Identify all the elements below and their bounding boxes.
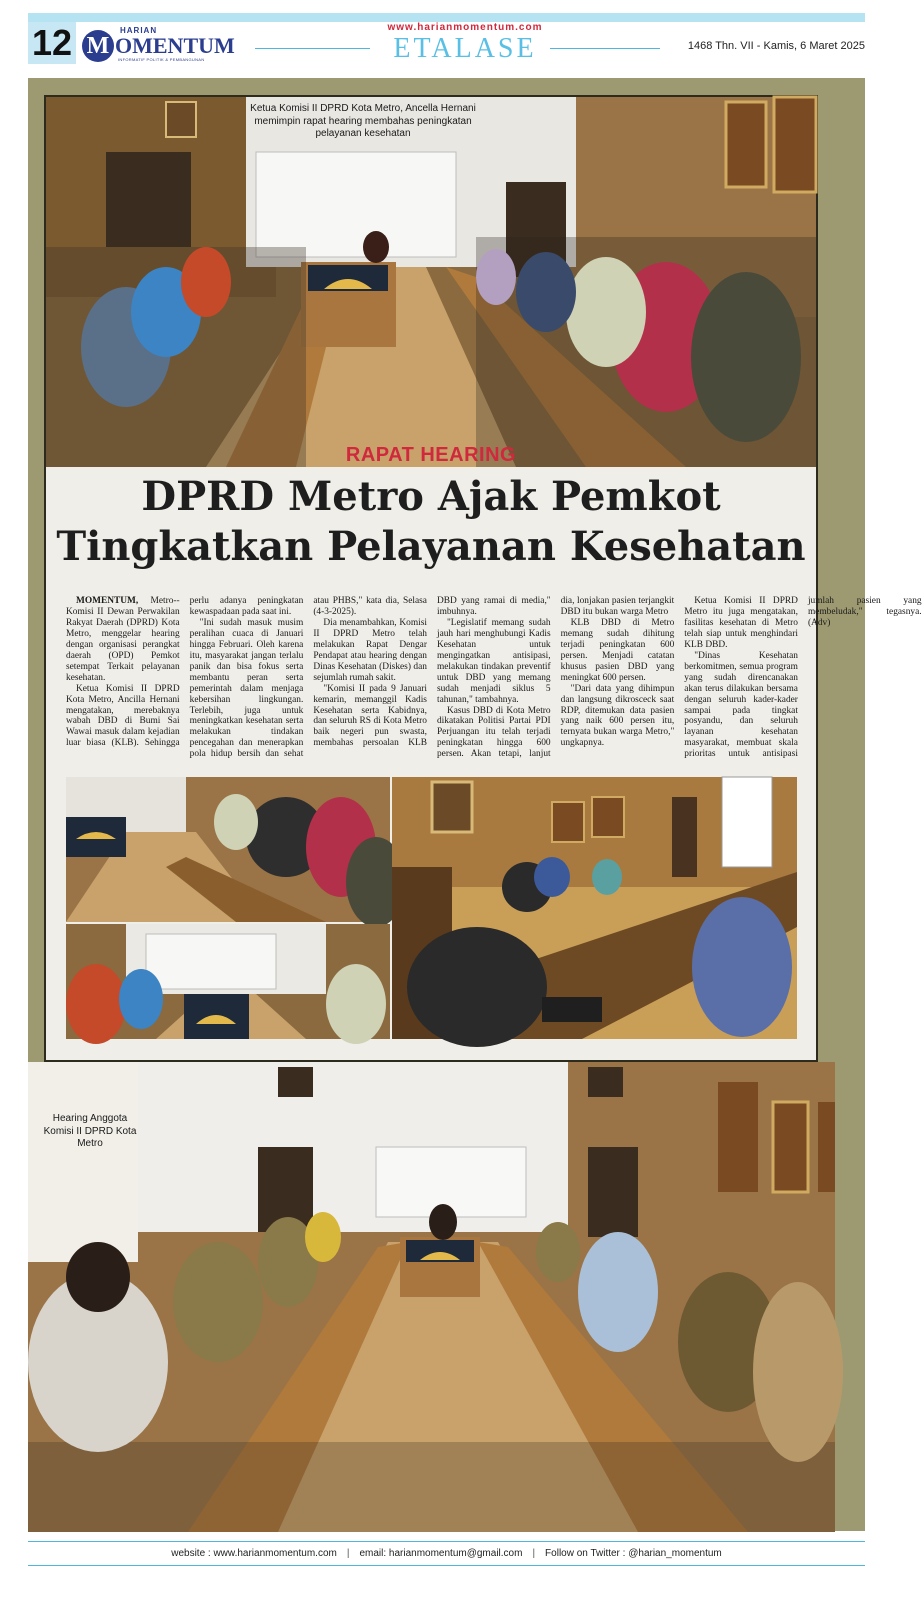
collage-photo-3 <box>392 777 797 1039</box>
paragraph: Ketua Komisi II DPRD Kota Metro, Ancilla Hernani mengatakan, merebaknya wabah DBD di Bumi Sai Wawai masuk dalam kejadian luar biasa (KLB). Sehingga perlu adanya peningkatan kewaspadaan pada saat ini. <box>66 596 304 749</box>
logo-slogan: INFORMATIF POLITIK & PEMBANGUNAN <box>118 57 205 62</box>
headline-line-1: DPRD Metro Ajak Pemkot <box>141 473 721 520</box>
collage-photo-2 <box>66 924 390 1039</box>
site-url[interactable]: www.harianmomentum.com <box>387 22 543 33</box>
section-title: ETALASE <box>393 33 537 64</box>
headline-line-2: Tingkatkan Pelayanan Kesehatan <box>56 523 806 570</box>
page-number: 12 <box>28 22 76 64</box>
footer-rule-bottom <box>28 1565 865 1566</box>
paragraph-text: Metro--Komisi II Dewan Perwakilan Rakyat Daerah (DPRD) Kota Metro, menggelar hearing dengan organisasi perangkat daerah (OPD) Pemkot setempat Terkait pelayanan kesehatan. <box>66 596 180 683</box>
footer-website[interactable]: website : www.harianmomentum.com <box>171 1548 337 1559</box>
paragraph: KLB DBD di Metro memang sudah dihitung terjadi peningkatan 600 persen. Menjadi catatan khusus pasien DBD yang meningkat 600 persen. <box>560 617 675 683</box>
logo-word: OMENTUM <box>115 33 235 58</box>
kicker: RAPAT HEARING <box>345 444 517 466</box>
bottom-photo <box>28 1062 835 1532</box>
footer-separator: | <box>346 1548 350 1559</box>
article-body <box>66 596 922 768</box>
footer-rule-top <box>28 1541 865 1542</box>
main-photo <box>46 97 816 467</box>
paragraph: "Dinas Kesehatan berkomitmen, semua program yang sudah direncanakan akan terus dilakukan bersama dengan seluruh kader-kader sampai pada tingkat posyandu, dan seluruh layanan kesehatan masyarakat, membuat skala prioritas untuk antisipasi jumlah pasien yang membeludak," tegasnya. (Adv) <box>684 596 922 760</box>
paragraph: "Dari data yang dihimpun dan langsung dikrosceck saat RDP, ditemukan data pasien yang naik 600 persen itu, ternyata bukan warga Metro," ungkapnya. <box>560 683 675 749</box>
header-rule-left <box>255 48 370 49</box>
footer <box>28 1546 865 1562</box>
paragraph: Kasus DBD di Kota Metro dikatakan Politisi Partai PDI Perjuangan itu telah terjadi peningkatan hingga 600 persen. Akan tetapi, lanjut dia, lonjakan pasien terjangkit DBD itu bukan warga Metro <box>436 596 675 760</box>
footer-separator: | <box>532 1548 536 1559</box>
masthead-logo[interactable] <box>82 24 252 64</box>
header-rule-right <box>550 48 660 49</box>
logo-harian: HARIAN <box>120 26 158 35</box>
dateline: MOMENTUM, <box>76 596 139 606</box>
logo-initial: M <box>82 30 114 62</box>
bottom-photo-caption: Hearing Anggota Komisi II DPRD Kota Metro <box>43 1113 137 1149</box>
header-top-bar <box>28 13 865 22</box>
footer-email[interactable]: email: harianmomentum@gmail.com <box>359 1548 523 1559</box>
paragraph: "Ini sudah masuk musim peralihan cuaca di Januari hingga Februari. Oleh karena itu, masyarakat jangan terlalu panik dan bisa fokus serta membantu peran serta pemerintah dalam menjaga kebersihan lingkungan. Terlebih, juga untuk meningkatkan kesehatan serta melakukan tindakan pencegahan dan menerapkan pola hidup bersih dan sehat atau PHBS," kata dia, Selasa (4-3-2025). <box>189 596 427 760</box>
paragraph: "Komisi II pada 9 Januari kemarin, memanggil Kadis Kesehatan serta Kabidnya, dan seluruh RS di Kota Metro baik negeri pun swasta, membahas persoalan KLB DBD yang ramai di media," imbuhnya. <box>313 596 551 749</box>
collage-photo-1 <box>66 777 390 922</box>
main-photo-caption: Ketua Komisi II DPRD Kota Metro, Ancella Hernani memimpin rapat hearing membahas peningkatan pelayanan kesehatan <box>250 103 476 139</box>
paragraph: Dia menambahkan, Komisi II DPRD Metro telah melakukan Rapat Dengar Pendapat atau hearing dengan Dinas Kesehatan (Diskes) dan sejumlah rumah sakit. <box>313 617 427 683</box>
edition-date: 1468 Thn. VII - Kamis, 6 Maret 2025 <box>687 40 865 52</box>
footer-twitter[interactable]: Follow on Twitter : @harian_momentum <box>545 1548 722 1559</box>
paragraph: Ketua Komisi II DPRD Metro itu juga mengatakan, fasilitas kesehatan di Metro telah siap untuk menghindari KLB DBD. <box>684 596 798 650</box>
headline <box>46 472 816 572</box>
paragraph: "Legislatif memang sudah jauh hari menghubungi Kadis Kesehatan untuk mengingatkan antisipasi, melakukan tindakan preventif untuk DBD yang memang sudah menjadi siklus 5 tahunan," tambahnya. <box>436 617 551 705</box>
paragraph <box>66 596 180 684</box>
